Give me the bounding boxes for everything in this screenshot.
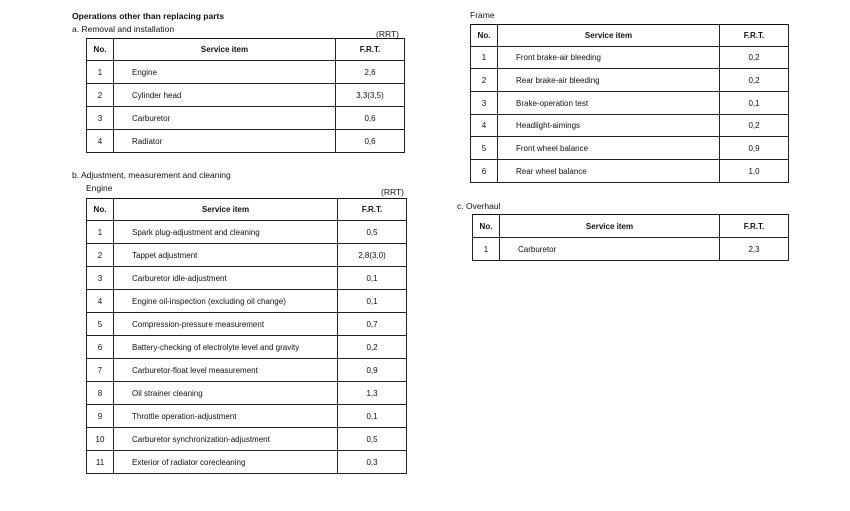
- row-service-item: Spark plug-adjustment and cleaning: [114, 221, 338, 244]
- removal-installation-table: [86, 38, 405, 153]
- table-row: [471, 115, 789, 137]
- table-row: [87, 61, 405, 84]
- row-service-item: Carburetor idle-adjustment: [114, 267, 338, 290]
- row-frt: 0,6: [336, 130, 405, 153]
- row-service-item: Rear wheel balance: [498, 160, 720, 183]
- row-no: 11: [87, 451, 114, 474]
- table-row: [87, 382, 407, 405]
- row-service-item: Carburetor-float level measurement: [114, 359, 338, 382]
- row-service-item: Cylinder head: [114, 84, 336, 107]
- row-service-item: Headlight-aimings: [498, 115, 720, 137]
- row-no: 6: [471, 160, 498, 183]
- row-no: 9: [87, 405, 114, 428]
- row-frt: 0,2: [720, 47, 789, 69]
- row-no: 1: [473, 238, 500, 261]
- row-frt: 0,1: [338, 405, 407, 428]
- row-no: 3: [87, 267, 114, 290]
- overhaul-table: [472, 214, 789, 261]
- row-frt: 1,3: [338, 382, 407, 405]
- row-frt: 0,5: [338, 221, 407, 244]
- row-frt: 3,3(3,5): [336, 84, 405, 107]
- table-row: [471, 47, 789, 69]
- row-frt: 1,0: [720, 160, 789, 183]
- table-row: [87, 244, 407, 267]
- row-frt: 2,6: [336, 61, 405, 84]
- frame-table: [470, 24, 789, 183]
- table-row: [473, 238, 789, 261]
- row-service-item: Front brake-air bleeding: [498, 47, 720, 69]
- row-service-item: Carburetor: [114, 107, 336, 130]
- table-row: [87, 359, 407, 382]
- table-row: [87, 451, 407, 474]
- row-frt: 0,2: [338, 336, 407, 359]
- row-service-item: Battery-checking of electrolyte level and gravity: [114, 336, 338, 359]
- adjustment-engine-table: [86, 198, 407, 474]
- row-service-item: Brake-operation test: [498, 92, 720, 115]
- row-service-item: Throttle operation-adjustment: [114, 405, 338, 428]
- section-b-unit: (RRT): [381, 187, 404, 197]
- row-no: 2: [471, 69, 498, 92]
- row-no: 5: [471, 137, 498, 160]
- table-row: [87, 84, 405, 107]
- col-header-frt: F.R.T.: [336, 39, 405, 61]
- row-no: 4: [87, 130, 114, 153]
- row-service-item: Tappet adjustment: [114, 244, 338, 267]
- row-frt: 0,2: [720, 115, 789, 137]
- section-c-label: c. Overhaul: [457, 201, 501, 211]
- row-no: 3: [471, 92, 498, 115]
- col-header-no: No.: [473, 215, 500, 238]
- row-frt: 0,9: [720, 137, 789, 160]
- table-row: [471, 69, 789, 92]
- table-row: [87, 107, 405, 130]
- row-service-item: Rear brake-air bleeding: [498, 69, 720, 92]
- table-row: [87, 221, 407, 244]
- section-b-sublabel: Engine: [86, 183, 113, 193]
- row-service-item: Oil strainer cleaning: [114, 382, 338, 405]
- row-service-item: Engine: [114, 61, 336, 84]
- col-header-service-item: Service item: [498, 25, 720, 47]
- row-no: 1: [87, 221, 114, 244]
- row-no: 2: [87, 84, 114, 107]
- row-no: 8: [87, 382, 114, 405]
- row-frt: 0,9: [338, 359, 407, 382]
- row-frt: 0,7: [338, 313, 407, 336]
- col-header-service-item: Service item: [114, 199, 338, 221]
- row-no: 5: [87, 313, 114, 336]
- row-no: 2: [87, 244, 114, 267]
- table-row: [87, 130, 405, 153]
- col-header-no: No.: [87, 199, 114, 221]
- col-header-service-item: Service item: [114, 39, 336, 61]
- row-frt: 0,5: [338, 428, 407, 451]
- row-service-item: Exterior of radiator corecleaning: [114, 451, 338, 474]
- row-frt: 0,3: [338, 451, 407, 474]
- table-row: [471, 137, 789, 160]
- row-frt: 0,6: [336, 107, 405, 130]
- row-no: 4: [87, 290, 114, 313]
- row-service-item: Front wheel balance: [498, 137, 720, 160]
- row-service-item: Engine oil-inspection (excluding oil change): [114, 290, 338, 313]
- row-frt: 0,1: [338, 290, 407, 313]
- table-row: [87, 290, 407, 313]
- row-no: 1: [471, 47, 498, 69]
- col-header-no: No.: [87, 39, 114, 61]
- row-service-item: Radiator: [114, 130, 336, 153]
- col-header-service-item: Service item: [500, 215, 720, 238]
- table-row: [87, 428, 407, 451]
- table-row: [87, 405, 407, 428]
- col-header-no: No.: [471, 25, 498, 47]
- col-header-frt: F.R.T.: [720, 215, 789, 238]
- table-row: [471, 92, 789, 115]
- col-header-frt: F.R.T.: [720, 25, 789, 47]
- row-no: 10: [87, 428, 114, 451]
- col-header-frt: F.R.T.: [338, 199, 407, 221]
- row-no: 6: [87, 336, 114, 359]
- row-no: 3: [87, 107, 114, 130]
- row-frt: 0,1: [720, 92, 789, 115]
- table-row: [87, 336, 407, 359]
- row-frt: 0,2: [720, 69, 789, 92]
- row-no: 4: [471, 115, 498, 137]
- table-row: [471, 160, 789, 183]
- row-frt: 0,1: [338, 267, 407, 290]
- page-title: Operations other than replacing parts: [72, 11, 225, 21]
- table-row: [87, 313, 407, 336]
- section-b-label: b. Adjustment, measurement and cleaning: [72, 170, 231, 180]
- row-service-item: Carburetor synchronization-adjustment: [114, 428, 338, 451]
- table-row: [87, 267, 407, 290]
- frame-label: Frame: [470, 10, 495, 20]
- row-frt: 2,8(3,0): [338, 244, 407, 267]
- row-service-item: Carburetor: [500, 238, 720, 261]
- row-service-item: Compression-pressure measurement: [114, 313, 338, 336]
- section-a-unit: (RRT): [376, 29, 399, 39]
- section-a-label: a. Removal and installation: [72, 24, 175, 34]
- row-frt: 2,3: [720, 238, 789, 261]
- row-no: 1: [87, 61, 114, 84]
- row-no: 7: [87, 359, 114, 382]
